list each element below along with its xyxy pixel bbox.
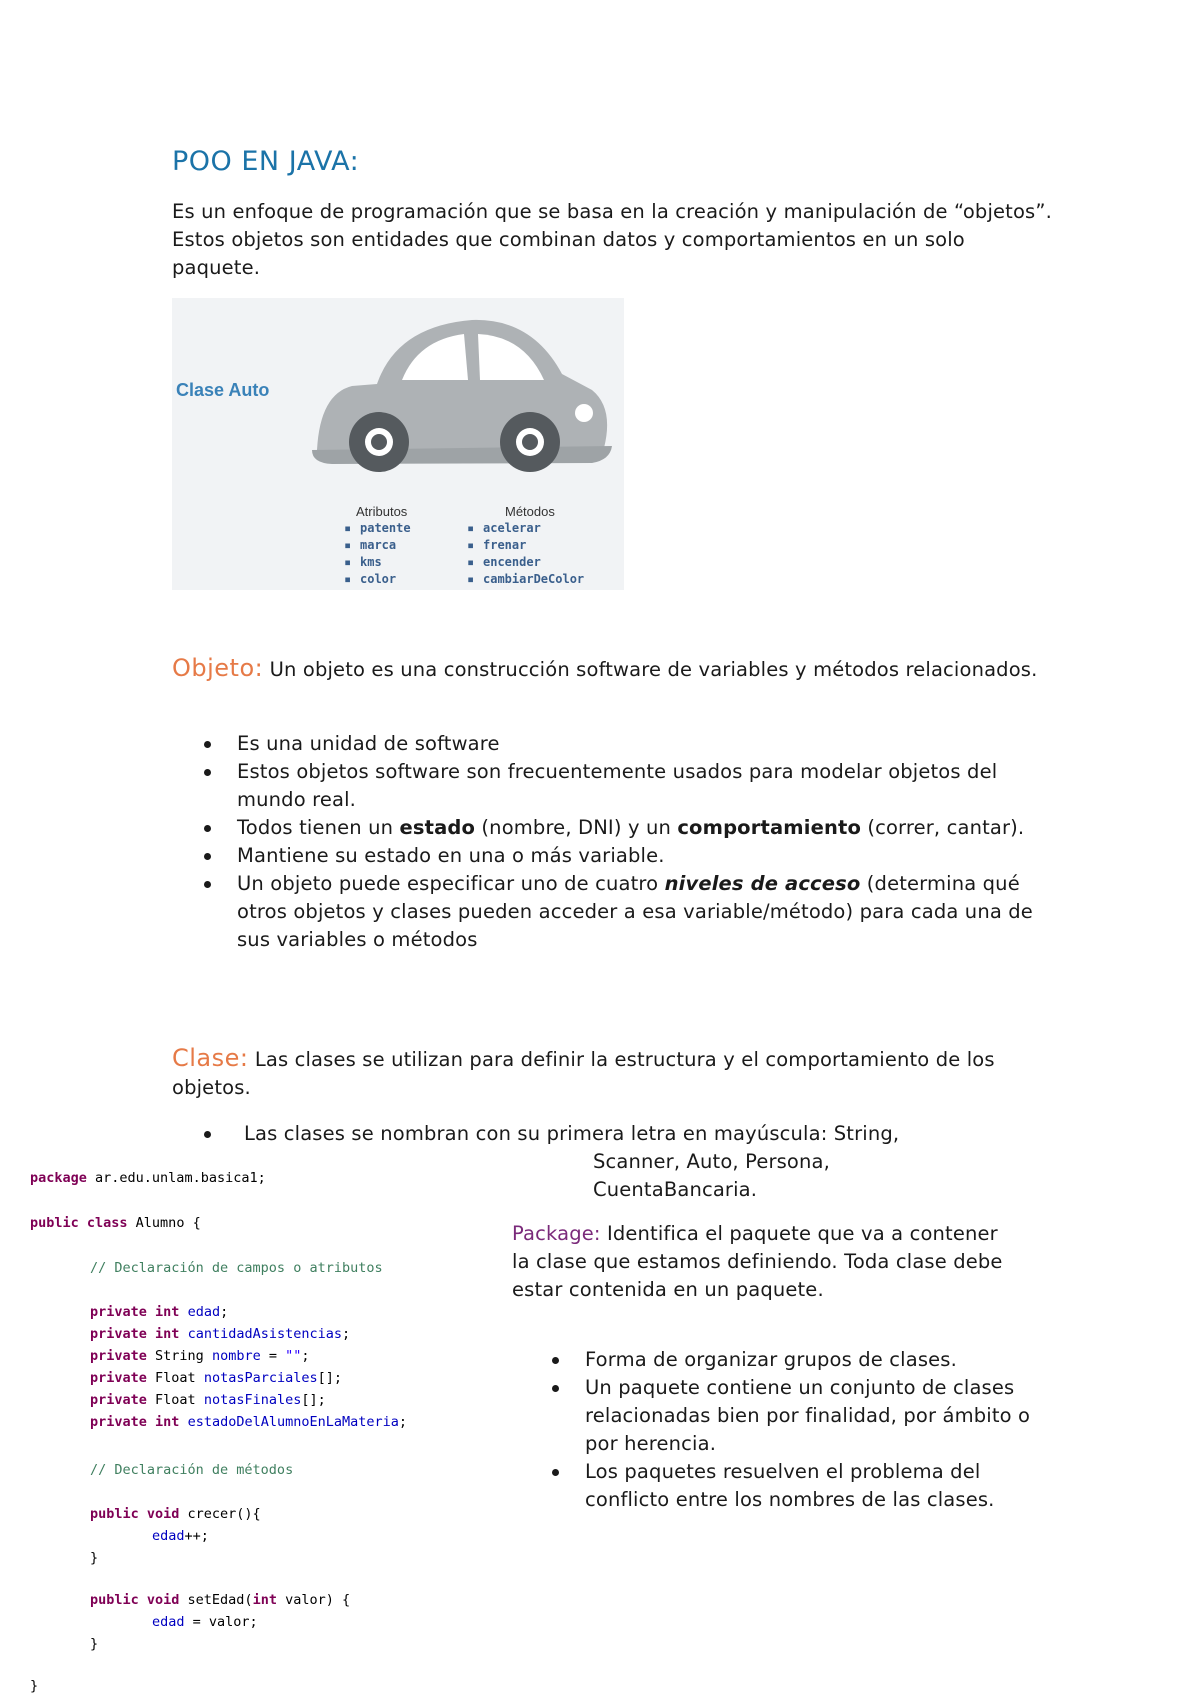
list-item: Los paquetes resuelven el problema del conflicto entre los nombres de las clases. (585, 1458, 1045, 1514)
attribute-item: color (360, 572, 397, 586)
page-title: POO EN JAVA: (172, 146, 360, 177)
code-line: edad = valor; (152, 1614, 258, 1630)
car-class-figure (172, 298, 624, 590)
list-item: Mantiene su estado en una o más variable. (237, 842, 1037, 870)
intro-paragraph: Es un enfoque de programación que se basa en la creación y manipulación de “objetos”. Estos objetos son entidades que combinan datos y comportamientos en un solo paquete. (172, 200, 1052, 279)
method-item: frenar (483, 538, 527, 552)
code-line: public void setEdad(int valor) { (90, 1592, 351, 1608)
code-line: public void crecer(){ (90, 1506, 261, 1522)
objeto-bullet-list (237, 730, 1037, 954)
code-line: private Float notasFinales[]; (90, 1392, 326, 1408)
clase-definition: Las clases se utilizan para definir la estructura y el comportamiento de los objetos. (172, 1048, 995, 1099)
code-line: } (30, 1678, 39, 1694)
clase-label: Clase: (172, 1044, 249, 1072)
code-line: private String nombre = ""; (90, 1348, 310, 1364)
attribute-bullet: ▪ (344, 572, 352, 586)
list-item: Un objeto puede especificar uno de cuatro niveles de acceso (determina qué otros objetos y clases pueden acceder a esa variable/método) para cada una de sus variables o métodos (237, 870, 1037, 954)
attributes-title: Atributos (356, 504, 408, 519)
code-line: } (90, 1636, 99, 1652)
method-bullet: ▪ (467, 555, 475, 569)
code-line: public class Alumno { (30, 1215, 201, 1231)
method-bullet: ▪ (467, 538, 475, 552)
method-bullet: ▪ (467, 521, 475, 535)
list-item: Forma de organizar grupos de clases. (585, 1346, 1045, 1374)
code-line: private int edad; (90, 1304, 229, 1320)
package-section (512, 1220, 1012, 1304)
code-line: private int cantidadAsistencias; (90, 1326, 351, 1342)
method-item: cambiarDeColor (483, 572, 585, 586)
list-item: Todos tienen un estado (nombre, DNI) y un comportamiento (correr, cantar). (237, 814, 1037, 842)
method-item: encender (483, 555, 541, 569)
code-line: private int estadoDelAlumnoEnLaMateria; (90, 1414, 408, 1430)
objeto-section (172, 654, 1052, 684)
list-item: Las clases se nombran con su primera letra en mayúscula: String, Scanner, Auto, Persona, CuentaBancaria. (237, 1120, 1027, 1204)
attribute-item: marca (360, 538, 397, 552)
java-code-snippet (30, 1162, 530, 1696)
package-bullet-list (585, 1346, 1045, 1514)
attribute-item: patente (360, 521, 411, 535)
package-definition: Identifica el paquete que va a contener la clase que estamos definiendo. Toda clase debe estar contenida en un paquete. (512, 1222, 1003, 1301)
objeto-definition: Un objeto es una construcción software de variables y métodos relacionados. (263, 658, 1038, 681)
methods-title: Métodos (505, 504, 555, 519)
code-line: package ar.edu.unlam.basica1; (30, 1170, 266, 1186)
class-label: Clase Auto (176, 380, 270, 400)
code-line: private Float notasParciales[]; (90, 1370, 343, 1386)
attribute-bullet: ▪ (344, 555, 352, 569)
code-comment: // Declaración de métodos (90, 1462, 294, 1478)
package-label: Package: (512, 1222, 601, 1245)
code-line: } (90, 1550, 99, 1566)
list-item: Estos objetos software son frecuentemente usados para modelar objetos del mundo real. (237, 758, 1037, 814)
list-item: Un paquete contiene un conjunto de clases relacionadas bien por finalidad, por ámbito o por herencia. (585, 1374, 1045, 1458)
code-comment: // Declaración de campos o atributos (90, 1260, 383, 1276)
clase-section (172, 1044, 1052, 1102)
objeto-label: Objeto: (172, 654, 264, 682)
attribute-bullet: ▪ (344, 538, 352, 552)
attribute-item: kms (360, 555, 382, 569)
method-item: acelerar (483, 521, 541, 535)
code-line: edad++; (152, 1528, 209, 1544)
list-item: Es una unidad de software (237, 730, 1037, 758)
method-bullet: ▪ (467, 572, 475, 586)
car-illustration (172, 298, 624, 590)
attribute-bullet: ▪ (344, 521, 352, 535)
